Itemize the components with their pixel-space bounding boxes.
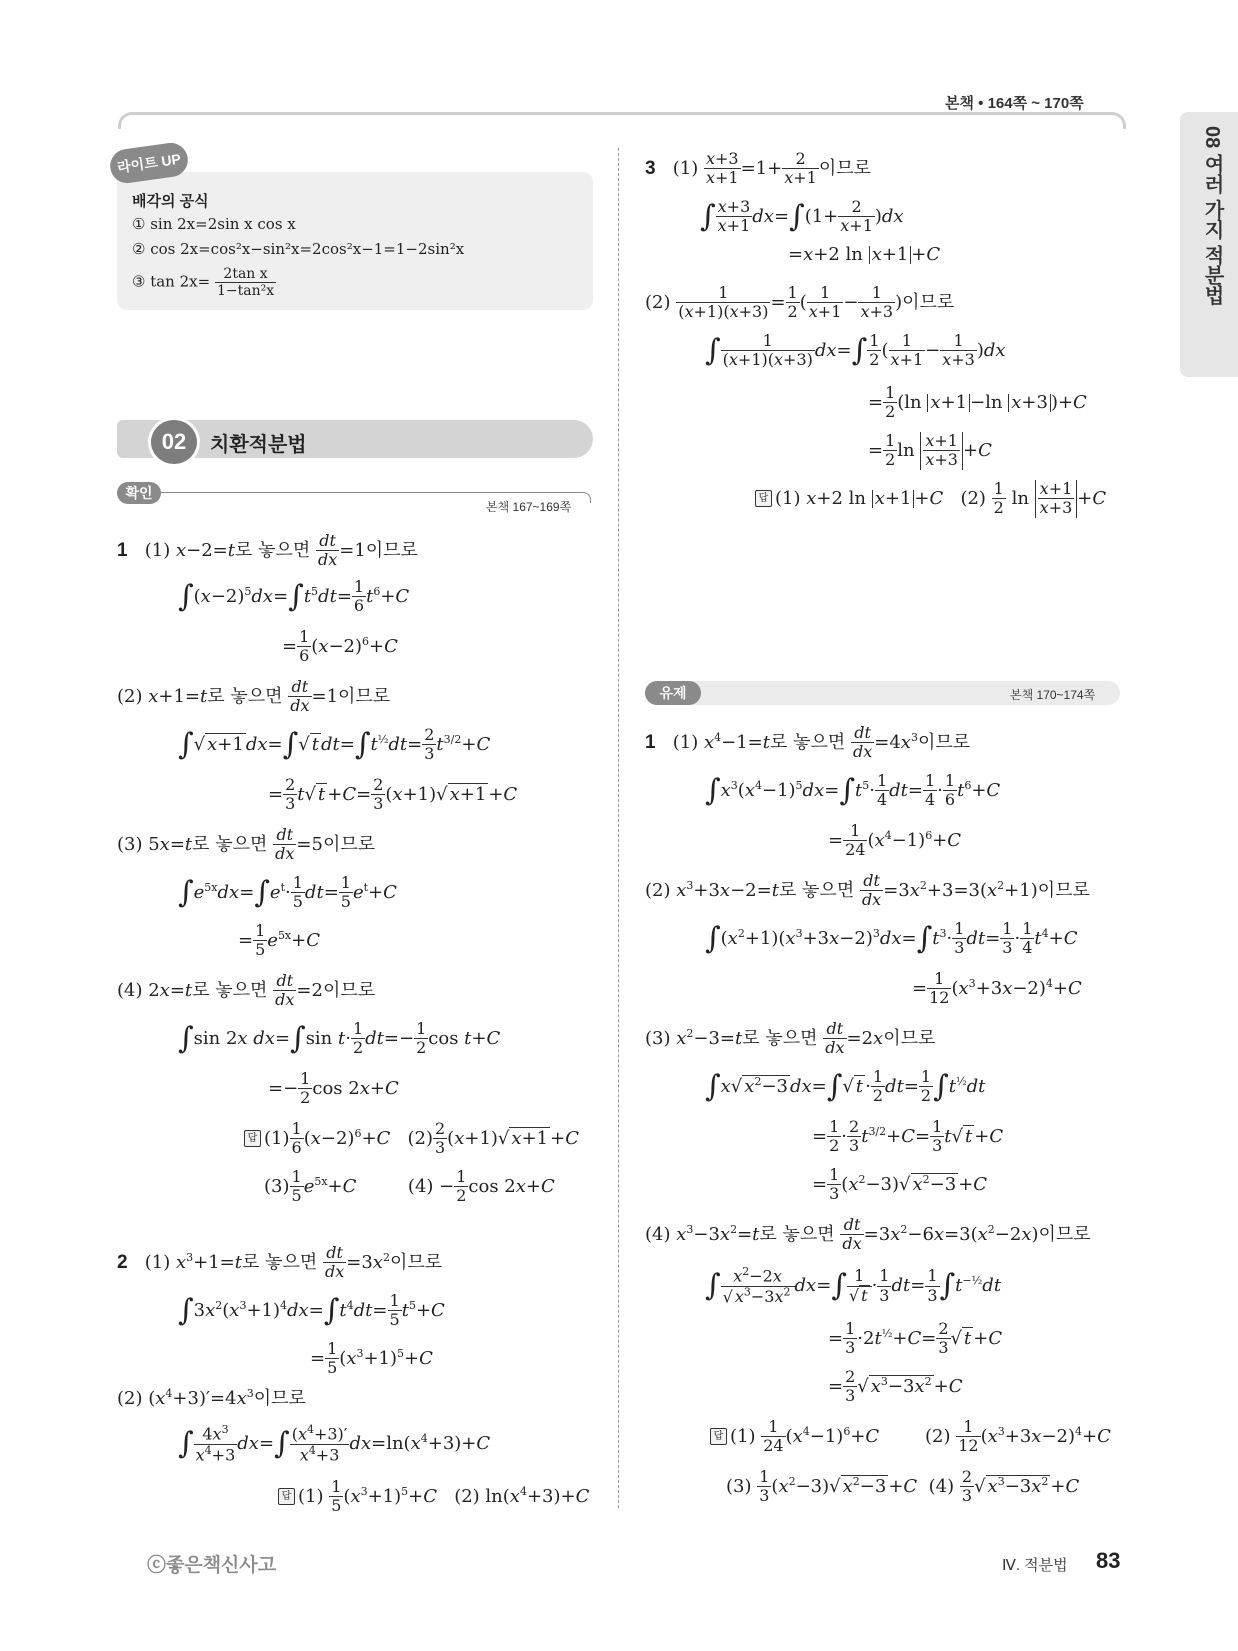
l1-a-res: = $\frac{1}{6}$ $(x-2)^6+C$ bbox=[282, 627, 398, 666]
r1-d-res2: = $\frac{2}{3}$ √ $x^3-3x^2 +C$ bbox=[828, 1367, 963, 1406]
l1-d-res: =− $\frac{1}{2}$ cos 2x+C bbox=[268, 1069, 399, 1108]
book-reference: 본책 • 164쪽 ~ 170쪽 bbox=[945, 95, 1084, 112]
header-rule bbox=[118, 112, 1126, 129]
check-reference: 본책 167~169쪽 bbox=[486, 500, 572, 514]
l2-a-head: 2 (1) $x^3+1=t$로 놓으면 $\frac{dt}{dx}$ $=3x^2$이므로 bbox=[117, 1243, 443, 1282]
l2-a-int: $\int 3x^2(x^3+1)^4dx=\int t^4dt=$ $\frac{1}{5}$ $t^5+C$ bbox=[178, 1291, 445, 1330]
r3-answer: 답 (1) x+2 ln x+1 +C (2) $\frac{1}{2}$ ln $\frac{x+1}{x+3}$ +C bbox=[755, 480, 1106, 518]
r1-b-head: (2) $x^3+3x-2=t$로 놓으면 $\frac{dt}{dx}$ $=3x^2+3=3(x^2+1)$이므로 bbox=[645, 871, 1090, 910]
answer-icon: 답 bbox=[278, 1488, 295, 1505]
r1-c-head: (3) $x^2-3=t$로 놓으면 $\frac{dt}{dx}$ =2x이므로 bbox=[645, 1019, 936, 1058]
r3-b-res1: = $\frac{1}{2}$ (ln x+1 −ln x+3 )+C bbox=[868, 383, 1087, 422]
publisher: ⓒ좋은책신사고 bbox=[147, 1555, 277, 1576]
answer-icon: 답 bbox=[755, 490, 772, 507]
l1-d-int: ∫sin 2x dx=∫sin t· $\frac{1}{2}$ dt=− $\frac{1}{2}$ cos t+C bbox=[178, 1019, 501, 1058]
answer-icon: 답 bbox=[244, 1130, 261, 1147]
r1-d-int: ∫ $\frac{x^2-2x}{√ x^3-3x^2}$ dx=∫ $\frac{1}{√ t}$ · $\frac{1}{3}$ dt= $\frac{1}{3}$ $\int t^{-\frac{1}{2}}dt$ bbox=[705, 1265, 1002, 1307]
l1-b-int: ∫√ x+1 dx=∫√ t $dt=\int t^{\frac{1}{2}}dt=$ $\frac{2}{3}$ $t^{3/2}+C$ bbox=[178, 725, 491, 764]
page-number: 83 bbox=[1096, 1548, 1121, 1573]
l1-c-int: $\int e^{5x}dx=\int e^t\cdot$ $\frac{1}{5}$ dt= $\frac{1}{5}$ $e^t+C$ bbox=[178, 873, 397, 912]
tip-badge-label: 라이트 UP bbox=[116, 150, 182, 176]
side-chapter-tab[interactable] bbox=[1180, 112, 1238, 377]
r1-c-res1: = $\frac{1}{2}$ · $\frac{2}{3}$ $t^{3/2}+C=$ $\frac{1}{3}$ t√ t +C bbox=[812, 1117, 1004, 1156]
r3-b-head: (2) $\frac{1}{(x+1)(x+3)}$ = $\frac{1}{2}$ ( $\frac{1}{x+1}$ − $\frac{1}{x+3}$ )이므로 bbox=[645, 283, 955, 322]
l1-a-head: 1 (1) x−2=t로 놓으면 $\frac{dt}{dx}$ =1이므로 bbox=[117, 531, 418, 570]
tip-line-3: ③ tan 2x= $\frac{\text{2tan x}}{\text{1−tan²x}}$ bbox=[132, 266, 275, 300]
r1-c-int: ∫x√ $x^2-3$ dx=∫√ t · $\frac{1}{2}$ dt= $\frac{1}{2}$ $\int t^{\frac{1}{2}}dt$ bbox=[705, 1067, 986, 1106]
exercise-badge: 유제 bbox=[645, 681, 701, 705]
l2-answer: 답 (1) $\frac{1}{5}$ $(x^3+1)^5+C$ (2) $\ln(x^4+3)+C$ bbox=[278, 1478, 589, 1516]
l2-b-head: (2) $(x^4+3)'=4x^3$이므로 bbox=[117, 1387, 306, 1409]
l1-c-res: = $\frac{1}{5}$ $e^{5x}+C$ bbox=[238, 921, 321, 960]
r3-a-res: =x+2 ln x+1 +C bbox=[788, 244, 941, 265]
r1-answer-2: (3) $\frac{1}{3}$ $(x^2-3)√$ $x^2-3 +C$ (4) $\frac{2}{3}$ √ $x^3-3x^2 +C$ bbox=[726, 1467, 1080, 1506]
r1-c-res2: = $\frac{1}{3}$ $(x^2-3)√$ $x^2-3 +C$ bbox=[812, 1165, 988, 1204]
r3-b-int: ∫ $\frac{1}{(x+1)(x+3)}$ dx=∫ $\frac{1}{2}$ ( $\frac{1}{x+1}$ − $\frac{1}{x+3}$ )dx bbox=[705, 331, 1006, 370]
r1-a-res: = $\frac{1}{24}$ $(x^4-1)^6+C$ bbox=[828, 821, 962, 860]
exercise-reference: 본책 170~174쪽 bbox=[1010, 688, 1096, 702]
l1-answer-1: 답 (1) $\frac{1}{6}$ $(x-2)^6+C$ (2) $\frac{2}{3}$ (x+1)√ x+1 +C bbox=[244, 1120, 579, 1158]
l1-d-head: (4) 2x=t로 놓으면 $\frac{dt}{dx}$ =2이므로 bbox=[117, 971, 376, 1010]
section-title: 치환적분법 bbox=[210, 434, 307, 456]
r1-answer-1: 답 (1) $\frac{1}{24}$ $(x^4-1)^6+C$ (2) $\frac{1}{12}$ $(x^3+3x-2)^4+C$ bbox=[710, 1418, 1111, 1456]
l1-a-int: $\int(x-2)^5dx=\int t^5dt=$ $\frac{1}{6}$ $t^6+C$ bbox=[178, 577, 410, 616]
l1-b-res: = $\frac{2}{3}$ t√ t +C= $\frac{2}{3}$ (x+1)√ x+1 +C bbox=[268, 775, 518, 814]
check-badge: 확인 bbox=[117, 482, 161, 504]
chapter-label: Ⅳ. 적분법 bbox=[1002, 1557, 1068, 1574]
r1-a-head: 1 (1) $x^4-1=t$로 놓으면 $\frac{dt}{dx}$ $=4x^3$이므로 bbox=[645, 723, 971, 762]
column-divider bbox=[618, 148, 619, 1508]
tip-line-2: ② cos 2x=cos²x−sin²x=2cos²x−1=1−2sin²x bbox=[132, 240, 465, 258]
section-number-badge bbox=[148, 417, 200, 467]
l1-c-head: (3) 5x=t로 놓으면 $\frac{dt}{dx}$ =5이므로 bbox=[117, 825, 376, 864]
r1-b-res: = $\frac{1}{12}$ $(x^3+3x-2)^4+C$ bbox=[912, 969, 1082, 1008]
l2-a-res: = $\frac{1}{5}$ $(x^3+1)^5+C$ bbox=[310, 1339, 433, 1378]
r3-a-head: 3 (1) $\frac{x+3}{x+1}$ =1+ $\frac{2}{x+1}$ 이므로 bbox=[645, 149, 872, 188]
l1-answer-2: (3) $\frac{1}{5}$ $e^{5x}+C$ (4) − $\frac{1}{2}$ cos 2x+C bbox=[264, 1167, 555, 1206]
tip-line-1: ① sin 2x=2sin x cos x bbox=[132, 215, 296, 233]
r3-b-res2: = $\frac{1}{2}$ ln $\frac{x+1}{x+3}$ +C bbox=[868, 431, 992, 470]
l1-b-head: (2) x+1=t로 놓으면 $\frac{dt}{dx}$ =1이므로 bbox=[117, 677, 391, 716]
l2-b-int: ∫ $\frac{4x^3}{x^4+3}$ dx=∫ $\frac{(x^4+3)'}{x^4+3}$ $dx=\ln(x^4+3)+C$ bbox=[178, 1423, 491, 1465]
r1-d-head: (4) $x^3-3x^2=t$로 놓으면 $\frac{dt}{dx}$ $=3x^2-6x=3(x^2-2x)$이므로 bbox=[645, 1215, 1091, 1254]
r1-d-res1: = $\frac{1}{3}$ $\cdot 2t^{\frac{1}{2}}+C=$ $\frac{2}{3}$ √ t +C bbox=[828, 1319, 1003, 1358]
tip-title: 배각의 공식 bbox=[132, 193, 209, 210]
r1-b-int: $\int(x^2+1)(x^3+3x-2)^3dx=\int t^3\cdot$ $\frac{1}{3}$ dt= $\frac{1}{3}$ · $\frac{1}{4}$ $t^4+C$ bbox=[705, 919, 1078, 958]
side-tab-label: 08 여러 가지 적분법 bbox=[1201, 126, 1223, 305]
r1-a-int: $\int x^3(x^4-1)^5dx=\int t^5\cdot$ $\frac{1}{4}$ dt= $\frac{1}{4}$ · $\frac{1}{6}$ $t^6+C$ bbox=[705, 771, 1001, 810]
r3-a-int: ∫ $\frac{x+3}{x+1}$ dx=∫(1+ $\frac{2}{x+1}$ )dx bbox=[700, 197, 904, 236]
answer-icon: 답 bbox=[710, 1428, 727, 1445]
section-number: 02 bbox=[161, 429, 187, 454]
